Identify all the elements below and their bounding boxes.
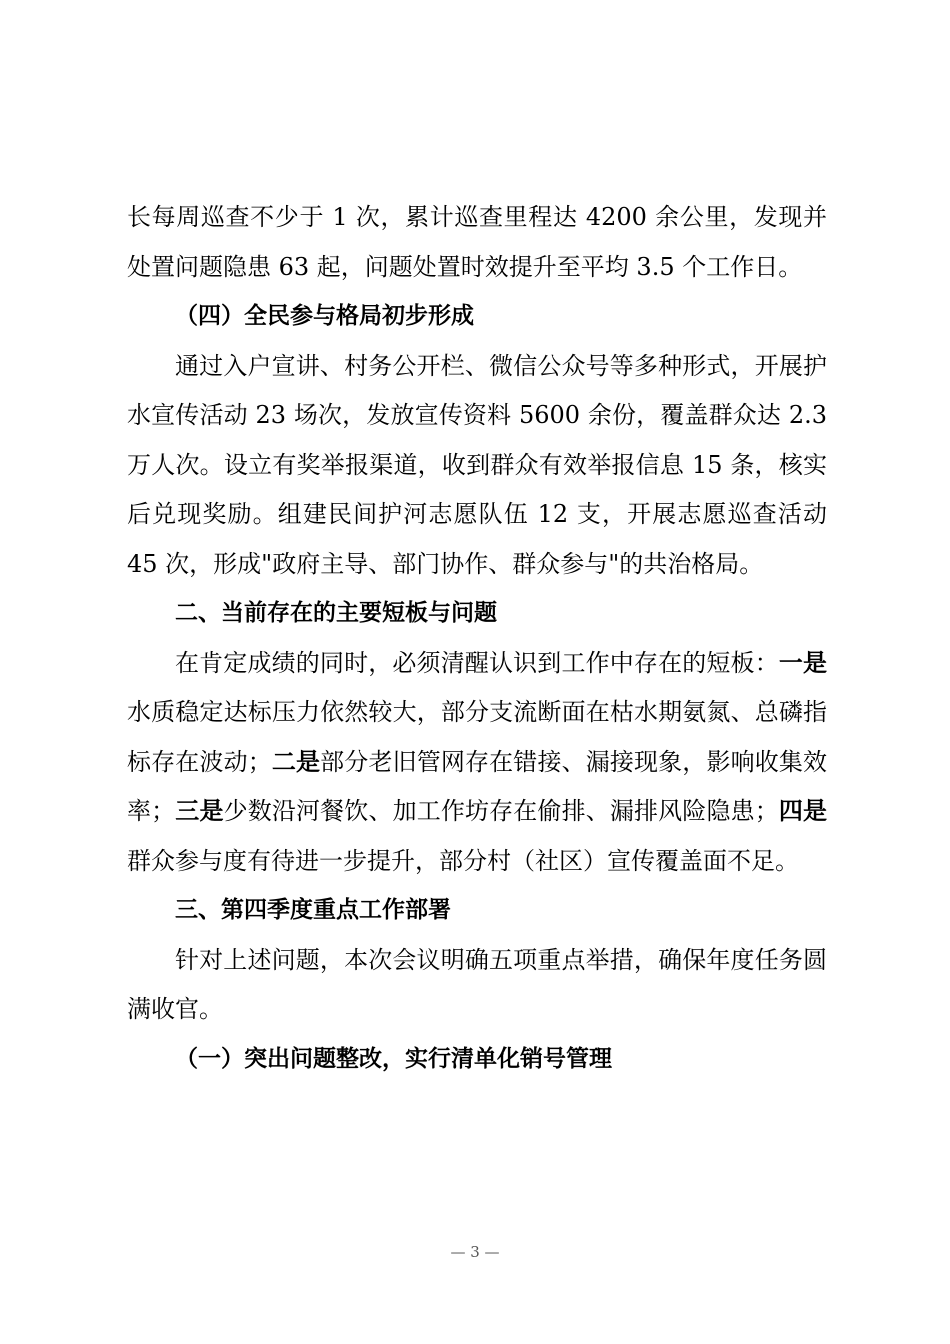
point-two-label: 二是 [271, 747, 321, 776]
section-heading-3: 三、第四季度重点工作部署 [175, 897, 451, 923]
paragraph-measures: 针对上述问题，本次会议明确五项重点举措，确保年度任务圆满收官。 [127, 945, 827, 1023]
document-body [127, 193, 827, 1084]
paragraph-public-participation: 通过入户宣讲、村务公开栏、微信公众号等多种形式，开展护水宣传活动 23 场次，发放宣传资料 5600 余份，覆盖群众达 2.3 万人次。设立有奖举报渠道，收到群众有效举报信息 15 条，核实后兑现奖励。组建民间护河志愿队伍 12 支，开展志愿巡查活动 45 次，形成"政府主导、部门协作、群众参与"的共治格局。 [127, 351, 827, 578]
paragraph-shortcomings [127, 639, 827, 887]
section-heading-2: 二、当前存在的主要短板与问题 [175, 600, 497, 626]
point-one-label: 一是 [778, 648, 828, 677]
point-four-label: 四是 [778, 797, 828, 825]
point-one-text: 水质稳定达标压力依然较大，部分支流断面在枯水期氨氮、总磷指标存在波动； [127, 698, 827, 776]
point-three-label: 三是 [175, 797, 224, 825]
subheading-one: （一）突出问题整改，实行清单化销号管理 [175, 1045, 612, 1072]
paragraph-continuation: 长每周巡查不少于 1 次，累计巡查里程达 4200 余公里，发现并处置问题隐患 63 起，问题处置时效提升至平均 3.5 个工作日。 [127, 203, 827, 281]
subheading-four: （四）全民参与格局初步形成 [175, 303, 474, 329]
point-three-text: 少数沿河餐饮、加工作坊存在偷排、漏排风险隐患； [223, 797, 779, 825]
shortcomings-intro: 在肯定成绩的同时，必须清醒认识到工作中存在的短板： [175, 648, 779, 677]
page-number: — 3 — [450, 1243, 500, 1261]
point-two-text: 部分老旧管网存在错接、漏接现象，影响收集效率； [127, 747, 828, 825]
point-four-text: 群众参与度有待进一步提升，部分村（社区）宣传覆盖面不足。 [127, 846, 799, 875]
